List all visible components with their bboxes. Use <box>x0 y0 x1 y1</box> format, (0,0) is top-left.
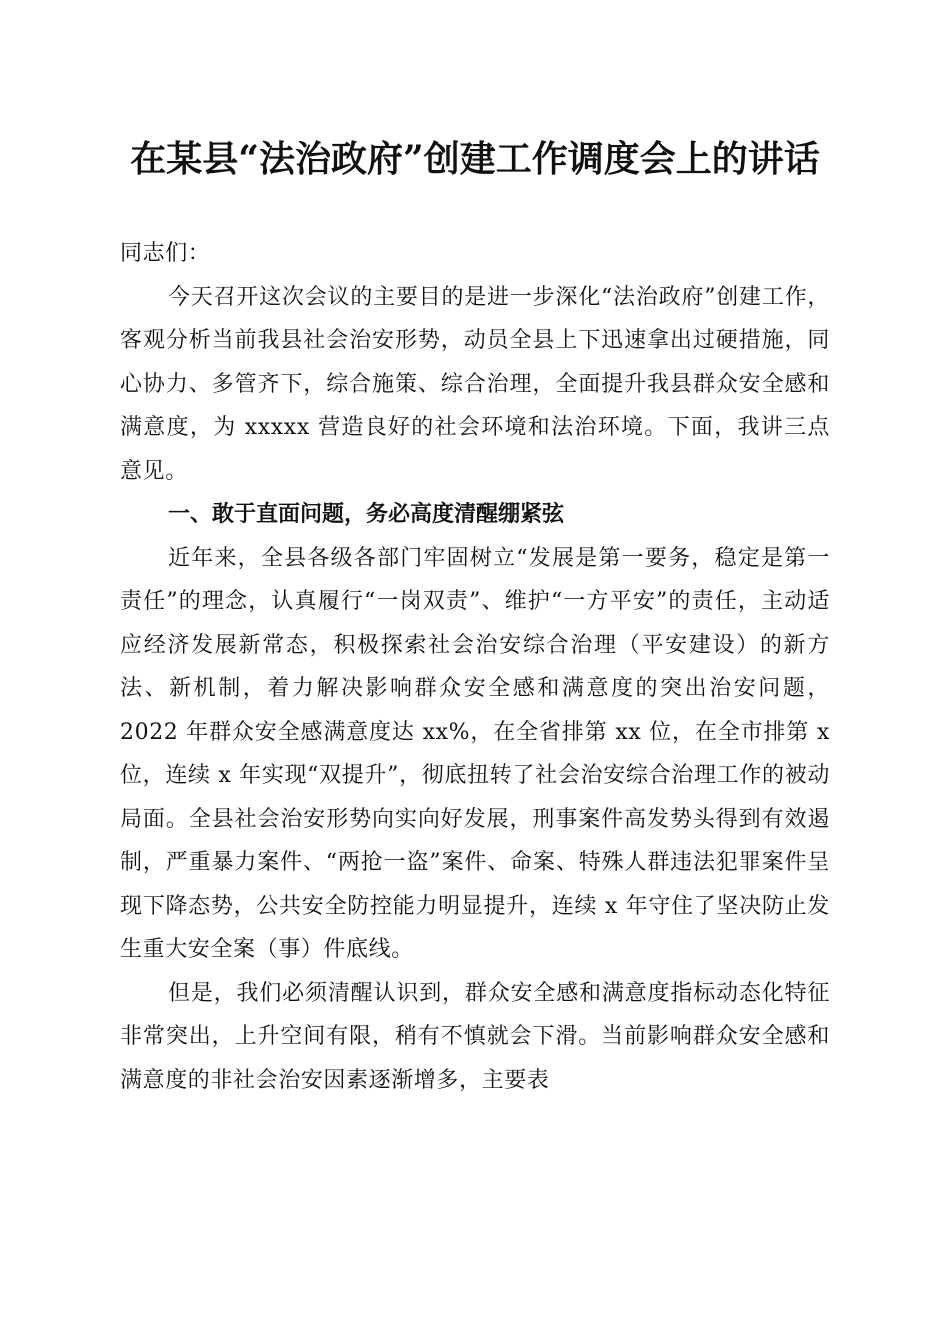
body-paragraph: 近年来，全县各级各部门牢固树立“发展是第一要务，稳定是第一责任”的理念，认真履行“一岗双责”、维护“一方平安”的责任，主动适应经济发展新常态，积极探索社会治安综合治理（平安建设）的新方法、新机制，着力解决影响群众安全感和满意度的突出治安问题，2022 年群众安全感满意度达 xx%，在全省排第 xx 位，在全市排第 x 位，连续 x 年实现“双提升”，彻底扭转了社会治安综合治理工作的被动局面。全县社会治安形势向实向好发展，刑事案件高发势头得到有效遏制，严重暴力案件、“两抢一盗”案件、命案、特殊人群违法犯罪案件呈现下降态势，公共安全防控能力明显提升，连续 x 年守住了坚决防止发生重大安全案（事）件底线。 <box>120 545 830 962</box>
body-paragraph: 但是，我们必须清醒认识到，群众安全感和满意度指标动态化特征非常突出，上升空间有限，稍有不慎就会下滑。当前影响群众安全感和满意度的非社会治安因素逐渐增多，主要表 <box>120 980 830 1093</box>
salutation: 同志们： <box>120 241 211 266</box>
document-body <box>120 232 830 1102</box>
section-heading: 一、敢于直面问题，务必高度清醒绷紧弦 <box>168 502 565 527</box>
intro-paragraph: 今天召开这次会议的主要目的是进一步深化“法治政府”创建工作，客观分析当前我县社会治安形势，动员全县上下迅速拿出过硬措施，同心协力、多管齐下，综合施策、综合治理，全面提升我县群众安全感和满意度，为 xxxxx 营造良好的社会环境和法治环境。下面，我讲三点意见。 <box>120 284 830 484</box>
document-title: 在某县“法治政府”创建工作调度会上的讲话 <box>130 138 820 180</box>
